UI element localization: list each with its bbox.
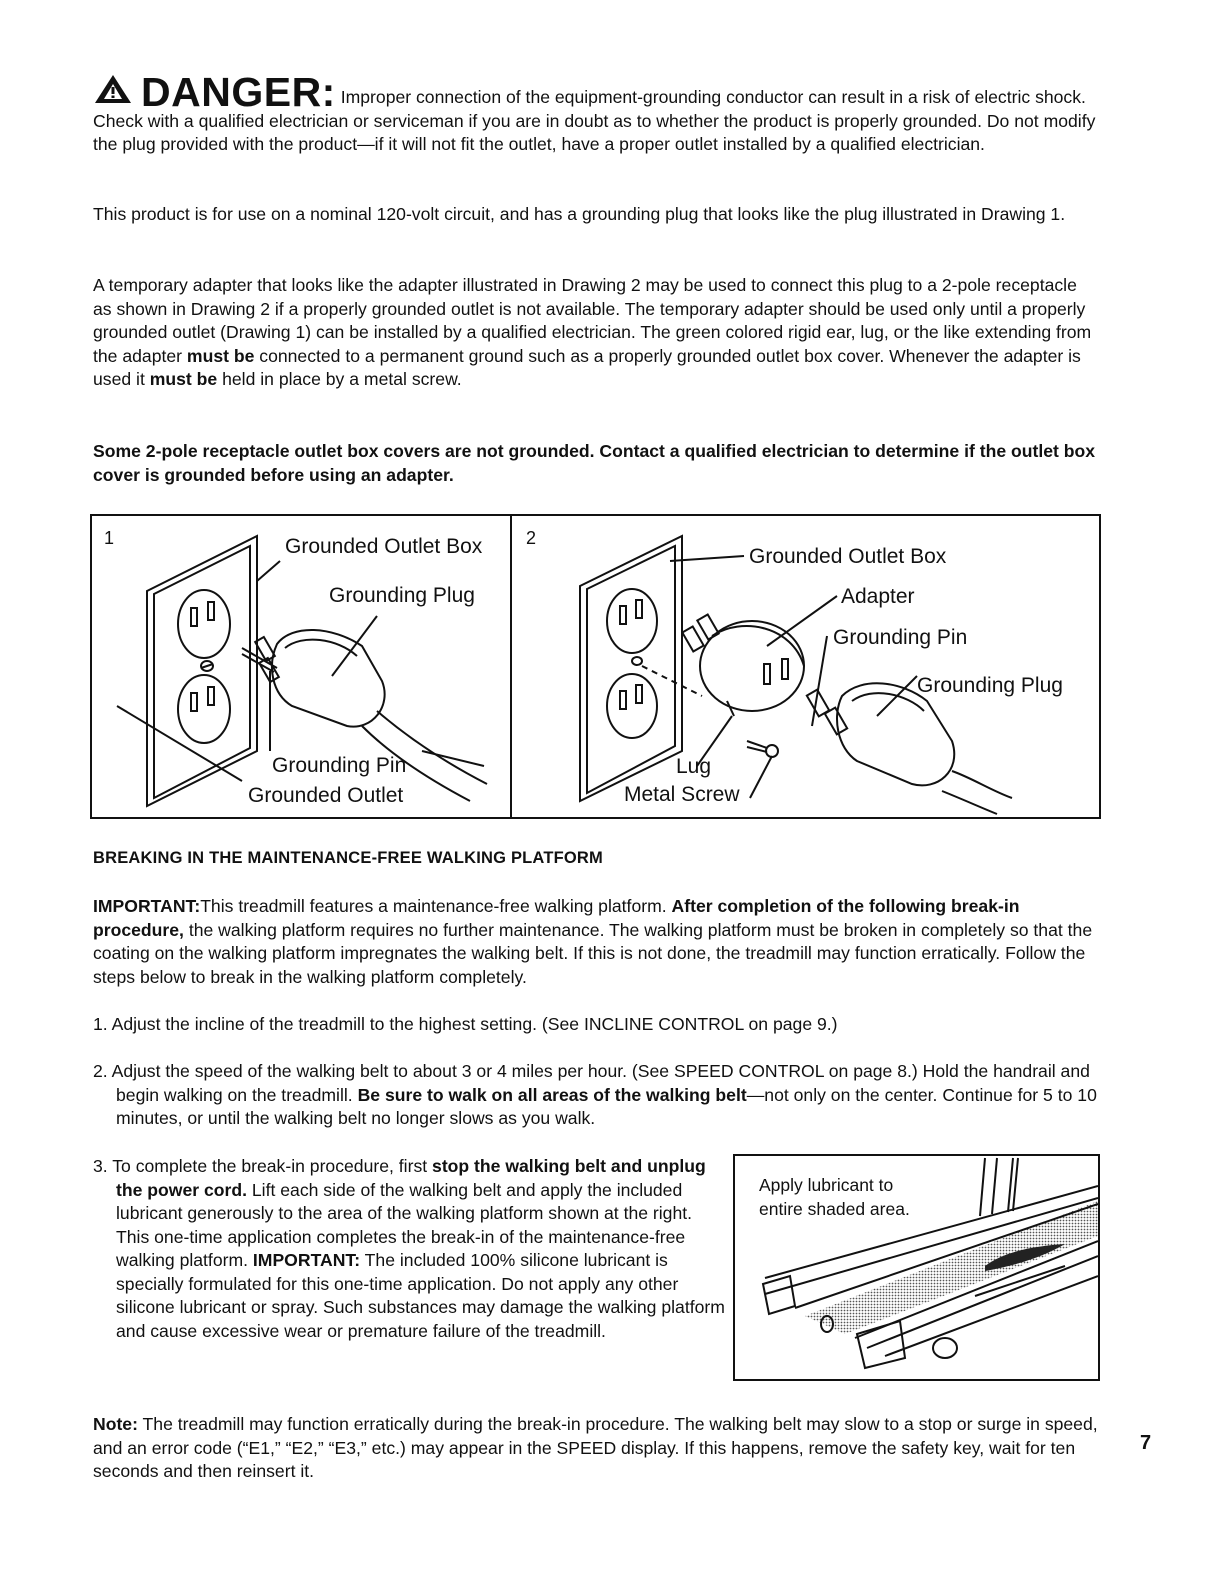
drawing1-label-box: Grounded Outlet Box: [285, 535, 483, 558]
adapter-text-b: connected to a permanent ground such as a properly grounded outlet box cover. Whenever the adapter is used it: [93, 345, 1081, 389]
danger-warning: [93, 69, 1113, 157]
important-label: IMPORTANT:: [93, 896, 201, 916]
treadmill-illustration: [735, 1156, 1098, 1379]
important-bold: After completion of the following break-in procedure,: [93, 896, 1020, 940]
important-text-a: This treadmill features a maintenance-free walking platform.: [200, 896, 667, 916]
drawing2-label-pin: Grounding Pin: [833, 626, 968, 649]
drawing2-label-box: Grounded Outlet Box: [749, 545, 947, 568]
caption-line-1: Apply lubricant to: [759, 1175, 894, 1195]
danger-text: Improper connection of the equipment-grounding conductor can result in a risk of electric shock. Check with a qualified electrician or serviceman if you are in doubt as to whether the product is properly grounded. Do not modify the plug provided with the product—if it will not fit the outlet, have a proper outlet installed by a qualified electrician.: [93, 87, 1096, 154]
must-be-1: must be: [186, 345, 255, 366]
drawing1-label-pin: Grounding Pin: [272, 754, 407, 777]
must-be-2: must be: [149, 369, 218, 389]
danger-title: DANGER:: [141, 69, 336, 115]
drawing2-label-screw: Metal Screw: [624, 783, 740, 806]
drawing2-number: 2: [526, 528, 537, 548]
step2-text-b: —not only on the center. Continue for 5 to 10 minutes, or until the walking belt no longer slows as you walk.: [116, 1084, 1097, 1128]
warning-triangle-icon: [93, 73, 133, 105]
step-2: [93, 1060, 1121, 1131]
drawing2-label-plug: Grounding Plug: [917, 674, 1063, 697]
step3-text-c: The included 100% silicone lubricant is specially formulated for this one-time application. Do not apply any other silicone lubricant or spray. Such substances may damage the walking platform and cause excessive wear or premature failure of the treadmill.: [116, 1250, 725, 1341]
drawing1-label-plug: Grounding Plug: [329, 584, 475, 607]
circuit-paragraph: This product is for use on a nominal 120-volt circuit, and has a grounding plug that looks like the plug illustrated in Drawing 1.: [93, 204, 1066, 224]
step3-important-label: IMPORTANT:: [252, 1250, 361, 1270]
step2-bold: Be sure to walk on all areas of the walking belt: [357, 1084, 747, 1105]
breakin-important: [93, 895, 1098, 989]
adapter-text-c: held in place by a metal screw.: [222, 369, 462, 389]
adapter-paragraph: [93, 274, 1093, 392]
drawing2-label-adapter: Adapter: [841, 585, 915, 608]
drawing1-number: 1: [104, 528, 115, 548]
step2-text-a: 2. Adjust the speed of the walking belt to about 3 or 4 miles per hour. (See SPEED CONTROL on page 8.) Hold the handrail and begin walking on the treadmill.: [93, 1061, 1090, 1105]
step3-bold: stop the walking belt and unplug the power cord.: [116, 1156, 706, 1200]
note-text: The treadmill may function erratically during the break-in procedure. The walking belt may slow to a stop or surge in speed, and an error code (“E1,” “E2,” “E3,” etc.) may appear in the SPEED display. If this happens, remove the safety key, wait for ten seconds and then reinsert it.: [93, 1414, 1098, 1481]
note-paragraph: [93, 1413, 1103, 1484]
adapter-text-a: A temporary adapter that looks like the adapter illustrated in Drawing 2 may be used to connect this plug to a 2-pole receptacle as shown in Drawing 2 if a properly grounded outlet is not available. The temporary adapter should be used only until a properly grounded outlet (Drawing 1) can be installed by a qualified electrician. The green colored rigid ear, lug, or the like extending from the adapter: [93, 275, 1092, 366]
breakin-heading: BREAKING IN THE MAINTENANCE-FREE WALKING PLATFORM: [93, 849, 603, 867]
drawing2-label-lug: Lug: [676, 755, 712, 778]
step-3: [93, 1155, 726, 1343]
warning-bold-paragraph: Some 2-pole receptacle outlet box covers are not grounded. Contact a qualified electrician to determine if the outlet box cover is grounded before using an adapter.: [93, 441, 1096, 485]
drawing1-label-outlet: Grounded Outlet: [248, 784, 404, 807]
page-number: 7: [1140, 1432, 1152, 1454]
caption-line-2: entire shaded area.: [759, 1198, 910, 1219]
step-1: 1. Adjust the incline of the treadmill to the highest setting. (See INCLINE CONTROL on page 9.): [93, 1014, 838, 1034]
important-text-b: the walking platform requires no further maintenance. The walking platform must be broken in completely so that the coating on the walking platform impregnates the walking belt. If this is not done, the treadmill may function erratically. Follow the steps below to break in the walking platform completely.: [93, 919, 1093, 987]
step3-text-b: Lift each side of the walking belt and apply the included lubricant generously to the area of the walking platform shown at the right. This one-time application completes the break-in of the maintenance-free walking platform.: [116, 1179, 693, 1270]
step3-text-a: 3. To complete the break-in procedure, first: [93, 1156, 428, 1176]
note-label: Note:: [93, 1414, 138, 1434]
